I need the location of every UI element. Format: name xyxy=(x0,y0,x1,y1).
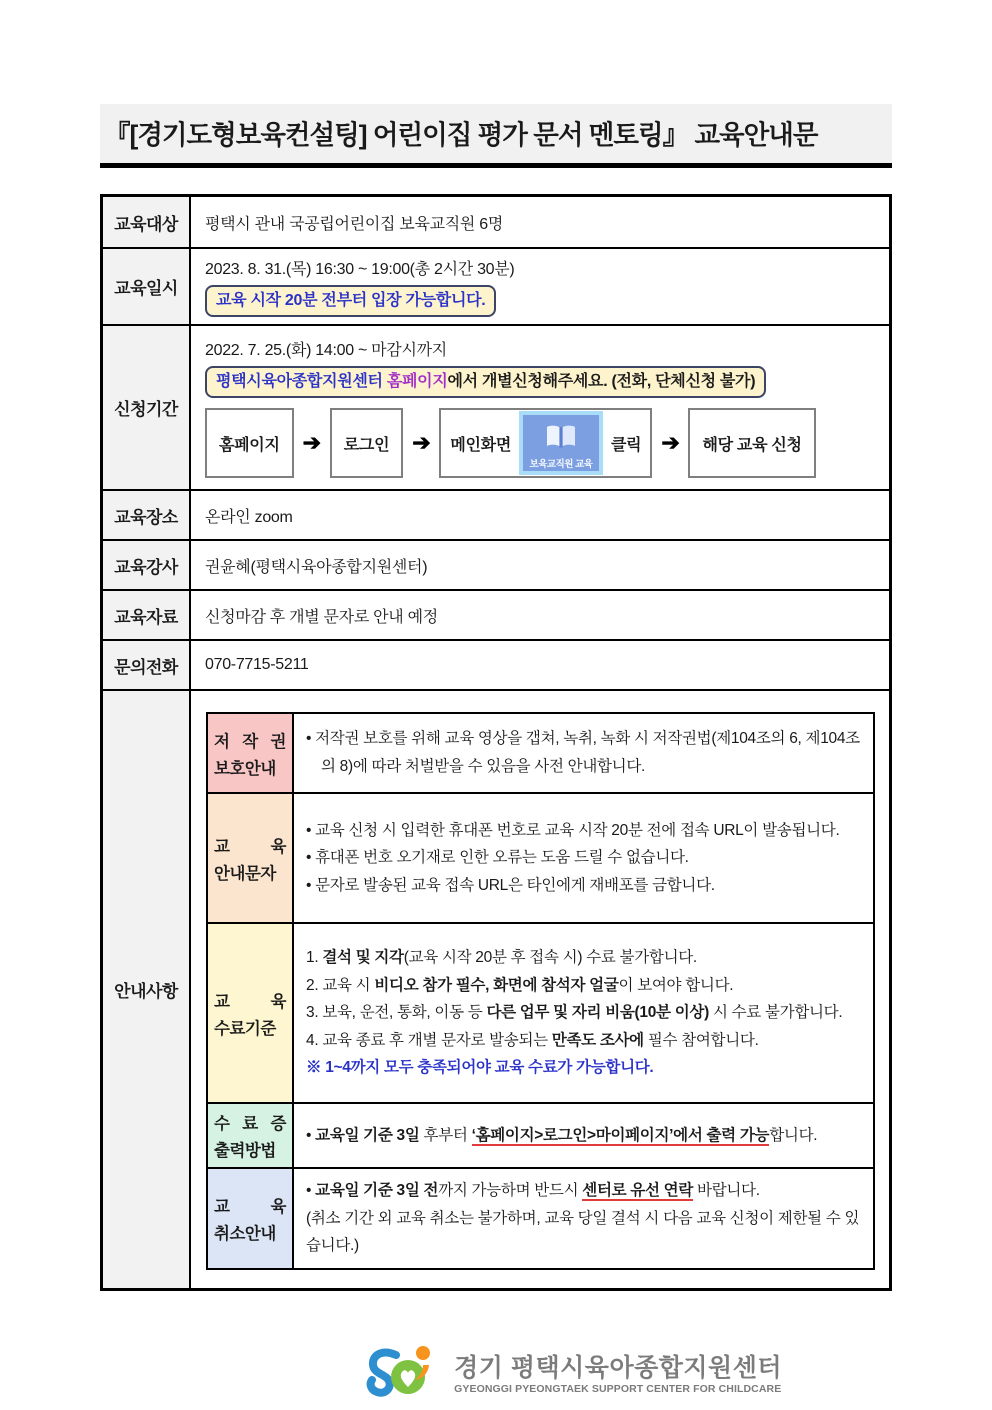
section-header-line: 안내문자 xyxy=(214,864,276,883)
text-segment: • xyxy=(306,1182,316,1199)
row-value xyxy=(191,249,889,324)
row-education-target xyxy=(103,197,889,247)
apply-note-pill xyxy=(205,366,766,398)
arrow-right-icon: ➔ xyxy=(302,430,321,456)
text-segment: 시 수료 불가합니다. xyxy=(708,1004,843,1022)
footer xyxy=(100,1341,892,1410)
text-segment: 까지 가능하며 반드시 xyxy=(438,1182,583,1199)
text-segment-bold: 만족도 조사에 xyxy=(551,1031,644,1049)
flow-step-click-label: 클릭 xyxy=(611,436,642,454)
open-book-icon xyxy=(523,415,599,471)
row-instructor xyxy=(103,539,889,589)
bullet-item: • 교육 신청 시 입력한 휴대폰 번호로 교육 시작 20분 전에 접속 URL이 발송됩니다. xyxy=(306,821,840,839)
guidance-row-copyright xyxy=(208,714,873,792)
numbered-item xyxy=(306,944,861,972)
cancel-detail-note: (취소 기간 외 교육 취소는 불가하며, 교육 당일 결석 시 다음 교육 신청이 제한될 수 있습니다.) xyxy=(306,1209,860,1255)
print-path-emphasis: ‘홈페이지>로그인>마이페이지’에서 출력 가능 xyxy=(471,1126,770,1144)
section-body xyxy=(294,924,873,1102)
guidance-row-sms xyxy=(208,792,873,922)
text-segment: 3. 보육, 운전, 통화, 이동 등 xyxy=(306,1004,487,1022)
row-label: 교육장소 xyxy=(103,491,191,539)
section-header-line: 출력방법 xyxy=(214,1142,276,1160)
text-segment: 이 보여야 합니다. xyxy=(618,976,734,994)
row-label: 교육강사 xyxy=(103,541,191,589)
phone-value: 070-7715-5211 xyxy=(205,656,309,673)
place-value: 온라인 zoom xyxy=(205,508,293,526)
row-value xyxy=(191,541,889,589)
section-header-certificate xyxy=(208,1104,294,1167)
text-segment: 바랍니다. xyxy=(693,1182,760,1199)
text-segment-bold: 다른 업무 및 자리 비움(10분 이상) xyxy=(486,1004,709,1022)
section-header-line: 저 작 권 xyxy=(214,732,286,751)
main-table xyxy=(100,194,892,1291)
section-header-line: 교 육 xyxy=(214,992,286,1011)
org-name-korean: 경기 평택시육아종합지원센터 xyxy=(454,1353,782,1382)
flow-step-apply: 해당 교육 신청 xyxy=(688,408,815,478)
row-value xyxy=(191,491,889,539)
row-materials xyxy=(103,589,889,639)
text-segment: 후부터 xyxy=(419,1126,472,1144)
row-label: 교육대상 xyxy=(103,197,191,247)
entry-note-pill: 교육 시작 20분 전부터 입장 가능합니다. xyxy=(205,285,496,317)
text-segment: 평택시육아종합지원센터 xyxy=(216,372,387,390)
apply-period-value: 2022. 7. 25.(화) 14:00 ~ 마감시까지 xyxy=(205,341,447,359)
completion-requirement-note: ※ 1~4까지 모두 충족되어야 교육 수료가 가능합니다. xyxy=(306,1059,654,1077)
section-header-line: 교 육 xyxy=(214,1197,286,1216)
row-education-datetime xyxy=(103,247,889,324)
section-header-line: 수료기준 xyxy=(214,1019,276,1038)
guidance-row-certificate xyxy=(208,1102,873,1167)
guidance-content xyxy=(191,691,889,1288)
text-segment-bold: 결석 및 지각 xyxy=(322,949,404,967)
text-segment: 1. xyxy=(306,949,323,967)
row-education-place xyxy=(103,489,889,539)
numbered-item xyxy=(306,999,861,1027)
row-phone xyxy=(103,639,889,689)
section-body xyxy=(294,794,873,922)
row-value xyxy=(191,197,889,247)
text-segment-bold: 교육일 기준 3일 전 xyxy=(315,1182,439,1199)
row-label: 신청기간 xyxy=(103,326,191,489)
section-header-sms xyxy=(208,794,294,922)
arrow-right-icon: ➔ xyxy=(412,430,431,456)
section-header-line: 수 료 증 xyxy=(214,1115,286,1133)
text-segment: 2. 교육 시 xyxy=(306,976,375,994)
row-value xyxy=(191,641,889,689)
guidance-row-completion xyxy=(208,922,873,1102)
text-segment: (교육 시작 20분 후 접속 시) 수료 불가합니다. xyxy=(403,949,697,967)
text-segment: • xyxy=(306,1126,316,1144)
arrow-right-icon: ➔ xyxy=(661,430,680,456)
bullet-item: • 문자로 발송된 교육 접속 URL은 타인에게 재배포를 금합니다. xyxy=(306,876,715,894)
datetime-value: 2023. 8. 31.(목) 16:30 ~ 19:00(총 2시간 30분) xyxy=(205,260,515,278)
text-segment: 에서 개별신청해주세요. (전화, 단체신청 불가) xyxy=(447,372,756,390)
text-segment-bold: 비디오 참가 필수, 화면에 참석자 얼굴 xyxy=(374,976,619,994)
text-segment-bold: 교육일 기준 3일 xyxy=(315,1126,420,1144)
row-guidance xyxy=(103,689,889,1288)
row-label: 교육일시 xyxy=(103,249,191,324)
section-header-cancel xyxy=(208,1169,294,1268)
contact-center-emphasis: 센터로 유선 연락 xyxy=(582,1182,694,1199)
bullet-item: • 휴대폰 번호 오기재로 인한 오류는 도움 드릴 수 없습니다. xyxy=(306,849,689,867)
instructor-value: 권윤혜(평택시육아종합지원센터) xyxy=(205,558,428,576)
org-logo-icon xyxy=(366,1341,444,1410)
row-value xyxy=(191,591,889,639)
section-header-line: 취소안내 xyxy=(214,1224,276,1243)
guidance-table xyxy=(206,712,875,1270)
section-header-completion xyxy=(208,924,294,1102)
text-segment: 4. 교육 종료 후 개별 문자로 발송되는 xyxy=(306,1031,552,1049)
text-segment: 합니다. xyxy=(769,1126,818,1144)
numbered-item xyxy=(306,1027,861,1055)
target-value: 평택시 관내 국공립어린이집 보육교직원 6명 xyxy=(205,215,503,233)
org-name-english: GYEONGGI PYEONGTAEK SUPPORT CENTER FOR CHILDCARE xyxy=(454,1383,782,1396)
section-body xyxy=(294,714,873,792)
section-header-line: 교 육 xyxy=(214,837,286,856)
row-label: 교육자료 xyxy=(103,591,191,639)
row-label: 문의전화 xyxy=(103,641,191,689)
org-name-block xyxy=(454,1355,782,1396)
section-body xyxy=(294,1104,873,1167)
guidance-row-cancel xyxy=(208,1167,873,1268)
flow-step-login: 로그인 xyxy=(330,408,403,478)
flow-step-mainscreen-label: 메인화면 xyxy=(450,436,511,454)
flow-step-homepage: 홈페이지 xyxy=(205,408,294,478)
section-header-copyright xyxy=(208,714,294,792)
page-title: 『[경기도형보육컨설팅] 어린이집 평가 문서 멘토링』 교육안내문 xyxy=(100,104,892,168)
materials-value: 신청마감 후 개별 문자로 안내 예정 xyxy=(205,608,438,626)
text-segment: 필수 참여합니다. xyxy=(643,1031,759,1049)
numbered-item xyxy=(306,972,861,1000)
bullet-item: • 저작권 보호를 위해 교육 영상을 갭쳐, 녹취, 녹화 시 저작권법(제104조의 6, 제104조의 8)에 따라 처벌받을 수 있음을 사전 안내합니다. xyxy=(306,730,860,775)
row-label: 안내사항 xyxy=(103,691,191,1288)
icon-caption: 보육교직원 교육 xyxy=(529,459,593,471)
bullet-item xyxy=(306,1177,861,1205)
bullet-item xyxy=(306,1122,861,1150)
row-value xyxy=(191,326,889,489)
row-apply-period xyxy=(103,324,889,489)
section-body xyxy=(294,1169,873,1268)
apply-flow-diagram xyxy=(205,408,875,478)
flow-step-mainscreen xyxy=(439,408,652,478)
homepage-emphasis: 홈페이지 xyxy=(386,372,448,390)
teacher-education-banner-icon xyxy=(519,411,603,475)
section-header-line: 보호안내 xyxy=(214,759,276,778)
